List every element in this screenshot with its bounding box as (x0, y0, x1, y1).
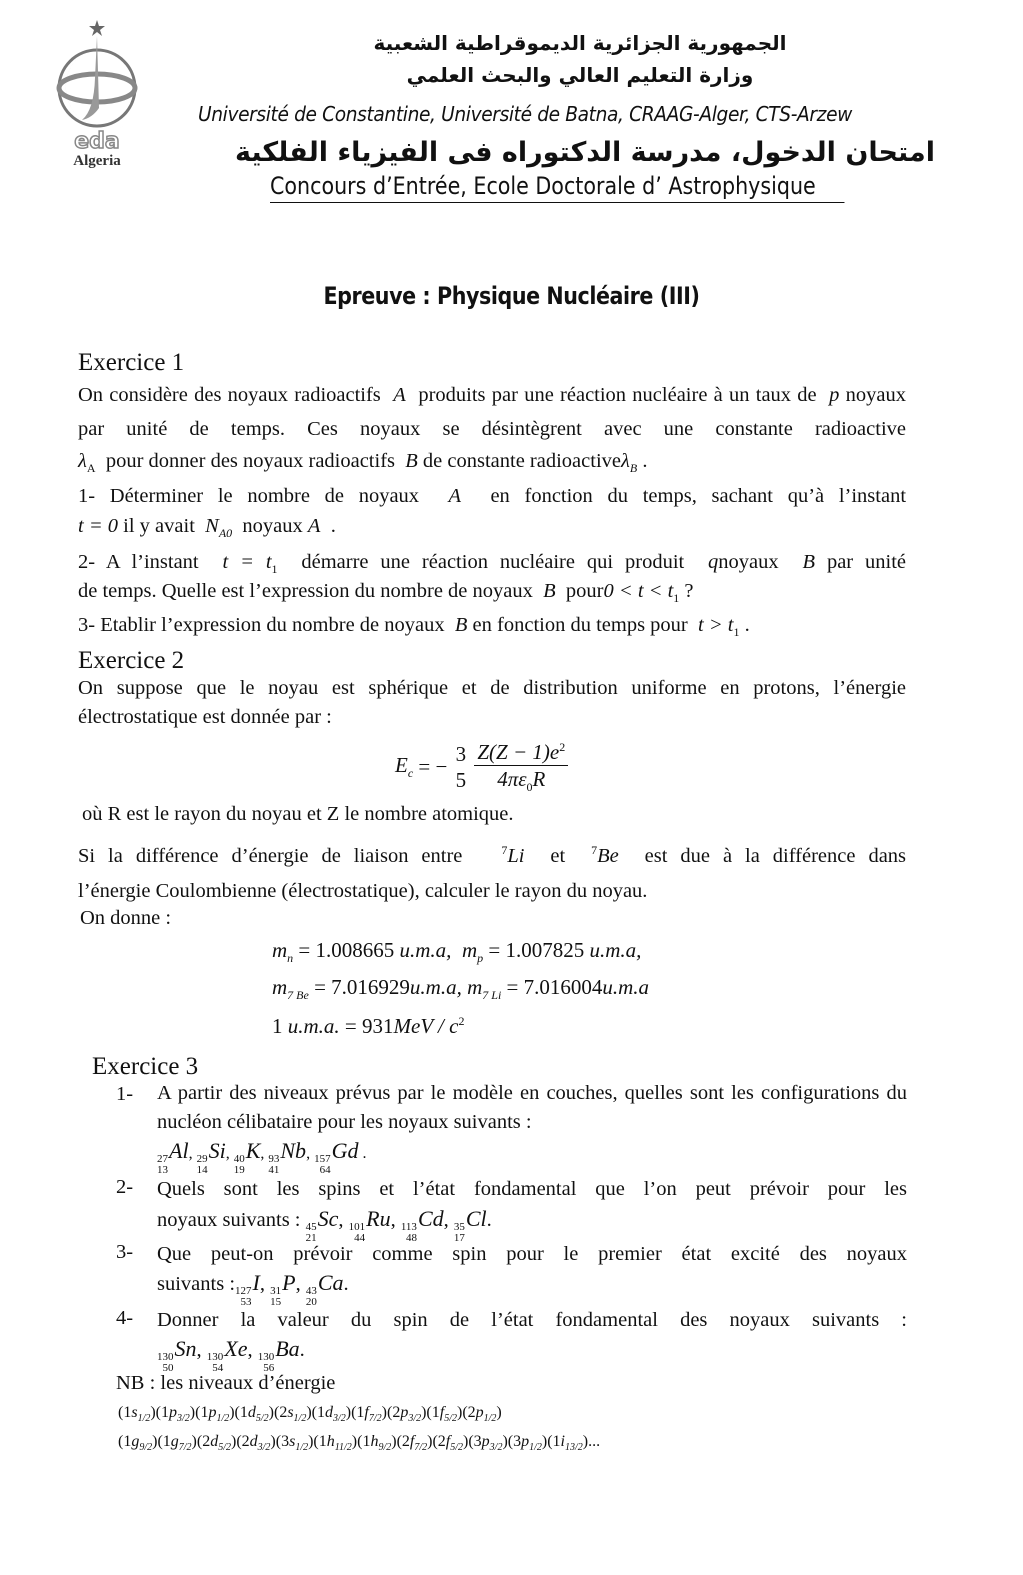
svg-text:eda: eda (74, 129, 120, 154)
exercice3-heading: Exercice 3 (92, 1053, 199, 1080)
energy-level: $(1h_{9/2})$ (357, 1433, 397, 1454)
nucleus: 45 21 Sc (305, 1206, 339, 1244)
exercice2-heading: Exercice 2 (78, 647, 185, 674)
energy-level: $(1s_{1/2})$ (118, 1404, 156, 1425)
nucleus: 35 17 Cl (453, 1206, 487, 1244)
nucleus: 130 56 Ba (257, 1336, 300, 1374)
energy-level: $(1p_{1/2})$ (195, 1404, 235, 1425)
header-concours: Concours d’Entrée, Ecole Doctorale d’ Astrophysique (270, 172, 844, 203)
nucleus: 101 44 Ru (348, 1206, 391, 1244)
given-masses-line2: $m_{7 Be} = 7.016929u.m.a$, $m_{7 Li} = 7.016004u.m.a$ (272, 975, 650, 1003)
exercice3-item4-nuclei: 130 50 Sn , 130 54 Xe , 130 56 Ba . (157, 1336, 305, 1374)
page-title: Epreuve : Physique Nucléaire (III) (323, 282, 700, 310)
exercice2-where: où R est le rayon du noyau et Z le nombre atomique. (82, 803, 514, 825)
energy-level: $(1f_{7/2})$ (351, 1404, 387, 1425)
given-masses-line1: $m_n = 1.008665$ u.m.a, $m_p = 1.007825$ u.m.a, (272, 938, 642, 966)
energy-levels-row2: $(1g_{9/2})(1g_{7/2})(2d_{5/2})(2d_{3/2})(3s_{1/2})(1h_{11/2})(1h_{9/2})(2f_{7/2})(2f_{5/2})(3p_{3/2})(3p_{1/2})(1i_{13/2})$... (118, 1433, 601, 1454)
energy-level: $(1d_{3/2})$ (311, 1404, 352, 1425)
exercice3-item4-number: 4- (116, 1307, 134, 1329)
energy-level: $(3s_{1/2})$ (275, 1433, 314, 1454)
exercice3-item1-nuclei: 27 13 Al , 29 14 Si , 40 19 K , 93 41 Nb , 157 64 Gd . (157, 1138, 367, 1176)
exercice1-question3: 3- Etablir l’expression du nombre de noyaux B en fonction du temps pour $t > t_1$ . (78, 614, 750, 640)
exercice3-item3-nuclei: suivants : 127 53 I , 31 15 P , 43 20 Ca . (157, 1270, 349, 1308)
nucleus: 27 13 Al (157, 1138, 189, 1176)
exercice3-item2-nuclei: noyaux suivants : 45 21 Sc , 101 44 Ru , 113 48 Cd , 35 17 Cl . (157, 1206, 492, 1244)
formula-fraction: $\frac{Z(Z - 1)e^2}{4\pi\varepsilon_0R}$ (474, 734, 568, 800)
energy-level: $(1g_{9/2})$ (118, 1433, 158, 1454)
header-ministry-arabic: وزارة التعليم العالي والبحث العلمي (406, 63, 754, 87)
nucleus: 127 53 I (235, 1270, 260, 1308)
energy-level: $(1p_{3/2})$ (155, 1404, 196, 1425)
exercice2-given-label: On donne : (80, 907, 172, 929)
exercice1-question2: 2- A l’instant $t = t_1$ démarre une réaction nucléaire qui produit qnoyaux B par unité (78, 551, 907, 577)
svg-text:Algeria: Algeria (73, 153, 121, 168)
energy-level: $(1f_{5/2})$ (426, 1404, 463, 1425)
nucleus: 113 48 Cd (400, 1206, 444, 1244)
energy-level: $(2d_{3/2})$ (236, 1433, 276, 1454)
exercice1-heading: Exercice 1 (78, 349, 185, 376)
exercice1-intro-line3: $\lambda_A$ pour donner des noyaux radioactifs B de constante radioactiveλ$_B$ . (78, 450, 648, 476)
exercice1-question2-line2: de temps. Quelle est l’expression du nombre de noyaux B pour0 < $t < t_1$ ? (78, 580, 694, 606)
nucleus: 93 41 Nb (268, 1138, 307, 1176)
exercice3-item2-text: Quels sont les spins et l’état fondamental que l’on peut prévoir pour les (157, 1178, 907, 1200)
nucleus: 130 54 Xe (206, 1336, 248, 1374)
energy-level: $(2f_{7/2})$ (396, 1433, 433, 1454)
energy-level: $(2d_{5/2})$ (196, 1433, 237, 1454)
logo-emblem-icon (52, 18, 152, 168)
nucleus: 157 64 Gd (314, 1138, 359, 1176)
energy-level: $(3p_{3/2})$ (468, 1433, 508, 1454)
energy-level: $(2p_{1/2})$ (462, 1404, 502, 1425)
exercice2-difference-line2: l’énergie Coulombienne (électrostatique), calculer le rayon du noyau. (78, 880, 648, 902)
nb-label: NB : les niveaux d’énergie (116, 1372, 336, 1394)
energy-level: $(1i_{13/2})$ (547, 1433, 589, 1454)
nucleus: 130 50 Sn (157, 1336, 197, 1374)
nucleus: 31 15 P (270, 1270, 296, 1308)
eda-algeria-logo (52, 18, 152, 168)
header-republic-arabic: الجمهورية الجزائرية الديموقراطية الشعبية (373, 31, 787, 55)
exercice3-item3-text: Que peut-on prévoir comme spin pour le premier état excité des noyaux (157, 1243, 907, 1265)
nucleus: 43 20 Ca (305, 1270, 344, 1308)
energy-level: $(1h_{11/2})$ (313, 1433, 358, 1454)
exercice3-item4-text: Donner la valeur du spin de l’état fondamental des noyaux suivants : (157, 1309, 907, 1331)
header-universities: Université de Constantine, Université de Batna, CRAAG-Alger, CTS-Arzew (198, 102, 852, 126)
header-exam-arabic: امتحان الدخول، مدرسة الدكتوراه فى الفيزياء الفلكية (235, 137, 935, 168)
exercice2-difference: Si la différence d’énergie de liaison entre $^7$Li et $^7$Be est due à la différence dans (78, 843, 907, 867)
energy-level: $(2f_{5/2})$ (432, 1433, 469, 1454)
energy-level: $(1g_{7/2})$ (157, 1433, 197, 1454)
formula-coefficient: 3 5 (455, 742, 467, 793)
energy-level: $(1d_{5/2})$ (234, 1404, 274, 1425)
exercice1-intro: On considère des noyaux radioactifs A produits par une réaction nucléaire à un taux de p noyaux par unité de temps. Ces noyaux se désintègrent avec une constante radioactive (78, 384, 907, 440)
exercice3-item2-number: 2- (116, 1176, 134, 1198)
exercice3-item3-number: 3- (116, 1241, 134, 1263)
nucleus: 29 14 Si (196, 1138, 226, 1176)
exercice3-item1-number: 1- (116, 1083, 134, 1105)
nucleus: 40 19 K (233, 1138, 261, 1176)
energy-level: $(2p_{3/2})$ (386, 1404, 427, 1425)
energy-levels-row1 (118, 1404, 502, 1424)
energy-level: $(3p_{1/2})$ (507, 1433, 548, 1454)
exercice1-question1: 1- Déterminer le nombre de noyaux A en fonction du temps, sachant qu’à l’instant (78, 485, 907, 507)
exercice1-question1-line2: t = 0 il y avait $N_{A0}$ noyaux A . (78, 515, 336, 541)
energy-level: $(2s_{1/2})$ (273, 1404, 312, 1425)
given-uma-conversion: 1 u.m.a. = $931MeV / c^2$ (272, 1014, 465, 1038)
exercice2-intro: On suppose que le noyau est sphérique et de distribution uniforme en protons, l’énergie électrostatique est donnée par : (78, 677, 906, 728)
exercice3-item1-text: A partir des niveaux prévus par le modèle en couches, quelles sont les configurations du nucléon célibataire pour les noyaux suivants : (157, 1082, 907, 1133)
coulomb-energy-formula: $E_c$ = − 3 5 $\frac{Z(Z - 1)e^2}{4\pi\varepsilon_0R}$ (395, 734, 568, 800)
